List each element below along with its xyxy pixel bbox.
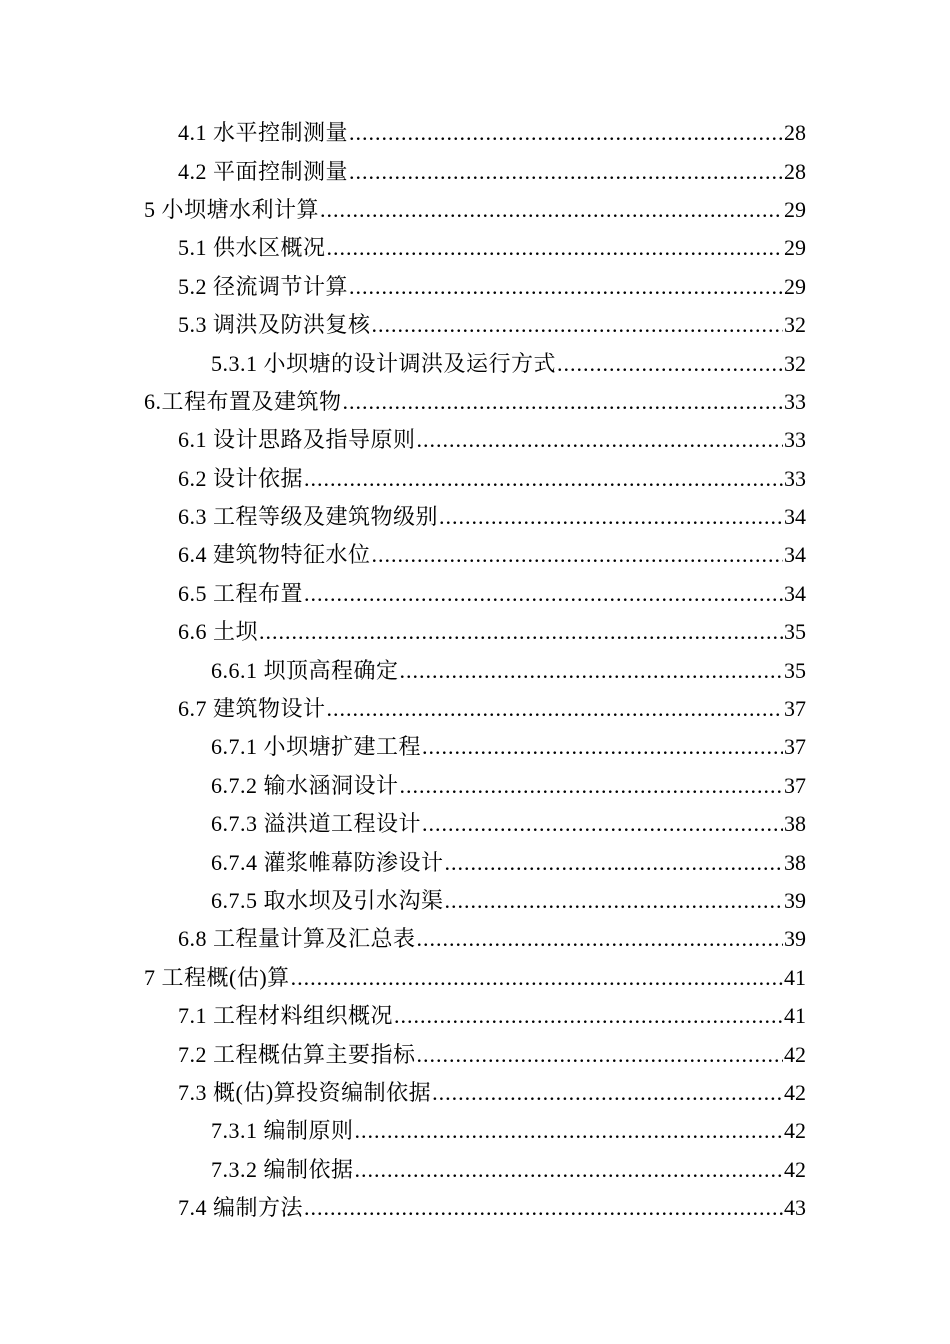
toc-dot-leader [320,196,783,224]
toc-dot-leader [327,234,783,262]
toc-entry-title: 6.5 工程布置 [178,580,304,606]
toc-entry-title: 4.1 水平控制测量 [178,120,349,146]
toc-entry-line [211,657,806,685]
toc-entry-page-number: 33 [784,465,806,491]
toc-entry-title: 7 工程概(估)算 [144,964,290,990]
toc-dot-leader [259,618,783,646]
toc-entry-page-number: 42 [784,1118,806,1144]
toc-entry[interactable] [0,383,950,421]
toc-entry-line [178,1079,806,1107]
toc-entry[interactable] [0,882,950,920]
toc-entry-title: 6.7 建筑物设计 [178,696,326,722]
toc-entry[interactable] [0,613,950,651]
toc-entry[interactable] [0,536,950,574]
toc-entry-line [144,196,806,224]
toc-entry[interactable] [0,152,950,190]
toc-entry-page-number: 35 [784,657,806,683]
toc-entry-page-number: 37 [784,772,806,798]
toc-entry[interactable] [0,575,950,613]
toc-dot-leader [432,1079,783,1107]
toc-entry-line [211,810,806,838]
toc-entry-title: 6.4 建筑物特征水位 [178,542,371,568]
toc-entry-page-number: 42 [784,1041,806,1067]
toc-entry-line [178,503,806,531]
toc-entry-title: 6.7.5 取水坝及引水沟渠 [211,888,444,913]
toc-dot-leader [417,426,783,454]
toc-entry-title: 7.3.2 编制依据 [211,1156,354,1182]
toc-entry[interactable] [0,767,950,805]
toc-entry-line [178,119,806,147]
toc-entry-page-number: 28 [784,158,806,184]
toc-dot-leader [372,311,783,339]
toc-entry-title: 7.2 工程概估算主要指标 [178,1041,416,1067]
toc-entry[interactable] [0,843,950,881]
toc-entry-page-number: 39 [784,926,806,952]
table-of-contents [0,114,950,1227]
toc-entry[interactable] [0,268,950,306]
toc-dot-leader [372,541,783,569]
toc-entry-line [178,695,806,723]
toc-entry-page-number: 33 [784,427,806,453]
toc-dot-leader [355,1156,783,1184]
toc-entry-line [144,388,806,416]
toc-entry-title: 5.3.1 小坝塘的设计调洪及运行方式 [211,350,557,376]
toc-entry-title: 6.3 工程等级及建筑物级别 [178,504,439,530]
toc-entry-page-number: 34 [784,542,806,568]
toc-entry-title: 4.2 平面控制测量 [178,158,349,184]
toc-entry-line [144,964,806,992]
toc-entry[interactable] [0,997,950,1035]
toc-entry[interactable] [0,920,950,958]
toc-entry-line [178,426,806,454]
toc-entry-line [211,772,806,800]
toc-dot-leader [400,772,783,800]
toc-entry[interactable] [0,1035,950,1073]
toc-entry[interactable] [0,191,950,229]
toc-entry-line [178,234,806,262]
toc-entry-page-number: 32 [784,312,806,338]
toc-entry-page-number: 41 [784,964,806,990]
toc-dot-leader [445,887,783,915]
toc-entry-title: 6.7.1 小坝塘扩建工程 [211,734,422,760]
toc-dot-leader [291,964,783,992]
toc-entry-title: 6.7.4 灌浆帷幕防渗设计 [211,849,444,875]
toc-entry[interactable] [0,344,950,382]
toc-dot-leader [349,158,783,186]
toc-entry-title: 6.7.2 输水涵洞设计 [211,772,399,798]
toc-entry[interactable] [0,651,950,689]
toc-entry-page-number: 29 [784,235,806,261]
toc-dot-leader [439,503,783,531]
toc-entry[interactable] [0,114,950,152]
toc-entry-title: 6.6.1 坝顶高程确定 [211,657,399,683]
toc-entry-line [178,465,806,493]
toc-dot-leader [422,733,783,761]
toc-entry-title: 5.2 径流调节计算 [178,273,349,299]
toc-entry-page-number: 42 [784,1079,806,1105]
toc-dot-leader [349,273,783,301]
toc-entry-line [211,849,806,877]
toc-dot-leader [417,1041,783,1069]
toc-entry[interactable] [0,1189,950,1227]
toc-entry[interactable] [0,498,950,536]
toc-entry-line [178,580,806,608]
toc-entry-page-number: 38 [784,811,806,837]
toc-entry[interactable] [0,460,950,498]
toc-entry-title: 5 小坝塘水利计算 [144,196,320,222]
toc-dot-leader [304,1194,783,1222]
toc-entry-page-number: 29 [784,273,806,299]
toc-entry-line [211,1156,806,1184]
toc-entry-line [178,273,806,301]
toc-dot-leader [400,657,783,685]
toc-entry-page-number: 34 [784,580,806,606]
toc-entry-title: 6.7.3 溢洪道工程设计 [211,811,422,837]
toc-entry-title: 6.工程布置及建筑物 [144,388,342,414]
toc-dot-leader [349,119,783,147]
toc-entry-line [178,1194,806,1222]
toc-entry-page-number: 43 [784,1195,806,1221]
toc-entry-line [178,1002,806,1030]
toc-entry-page-number: 37 [784,734,806,760]
toc-entry-page-number: 41 [784,1003,806,1029]
toc-entry-page-number: 33 [784,388,806,414]
toc-entry-title: 5.3 调洪及防洪复核 [178,312,371,338]
toc-entry[interactable] [0,1074,950,1112]
toc-entry-title: 6.1 设计思路及指导原则 [178,427,416,453]
toc-entry[interactable] [0,728,950,766]
toc-dot-leader [304,580,783,608]
toc-entry-title: 7.3 概(估)算投资编制依据 [178,1079,432,1105]
toc-entry-page-number: 38 [784,849,806,875]
toc-entry-page-number: 32 [784,350,806,376]
toc-entry-line [178,311,806,339]
toc-entry-line [178,541,806,569]
toc-entry-title: 7.4 编制方法 [178,1195,304,1221]
toc-entry-page-number: 35 [784,619,806,645]
toc-entry-title: 6.2 设计依据 [178,465,304,491]
toc-entry-title: 6.8 工程量计算及汇总表 [178,926,416,952]
toc-entry-line [211,350,806,378]
toc-entry-page-number: 39 [784,888,806,913]
toc-dot-leader [394,1002,783,1030]
toc-entry-page-number: 42 [784,1156,806,1182]
toc-entry[interactable] [0,690,950,728]
toc-entry-title: 6.6 土坝 [178,619,259,645]
toc-dot-leader [355,1117,783,1145]
toc-entry[interactable] [0,306,950,344]
toc-entry[interactable] [0,959,950,997]
toc-entry-line [211,733,806,761]
toc-entry-line [178,158,806,186]
toc-entry-line [211,887,806,915]
toc-entry-page-number: 37 [784,696,806,722]
toc-entry-page-number: 29 [784,196,806,222]
toc-dot-leader [422,810,783,838]
toc-entry-line [178,1041,806,1069]
toc-entry[interactable] [0,1151,950,1189]
toc-dot-leader [445,849,783,877]
toc-entry[interactable] [0,1112,950,1150]
toc-entry[interactable] [0,421,950,459]
toc-entry-line [178,618,806,646]
toc-entry[interactable] [0,229,950,267]
toc-entry-title: 7.3.1 编制原则 [211,1118,354,1144]
toc-dot-leader [417,925,783,953]
toc-dot-leader [327,695,783,723]
toc-dot-leader [343,388,783,416]
toc-entry-title: 7.1 工程材料组织概况 [178,1003,394,1029]
toc-entry-page-number: 34 [784,504,806,530]
toc-dot-leader [304,465,783,493]
toc-entry-line [211,1117,806,1145]
toc-entry[interactable] [0,805,950,843]
toc-entry-title: 5.1 供水区概况 [178,235,326,261]
toc-entry-line [178,925,806,953]
toc-entry-page-number: 28 [784,120,806,146]
toc-dot-leader [557,350,783,378]
